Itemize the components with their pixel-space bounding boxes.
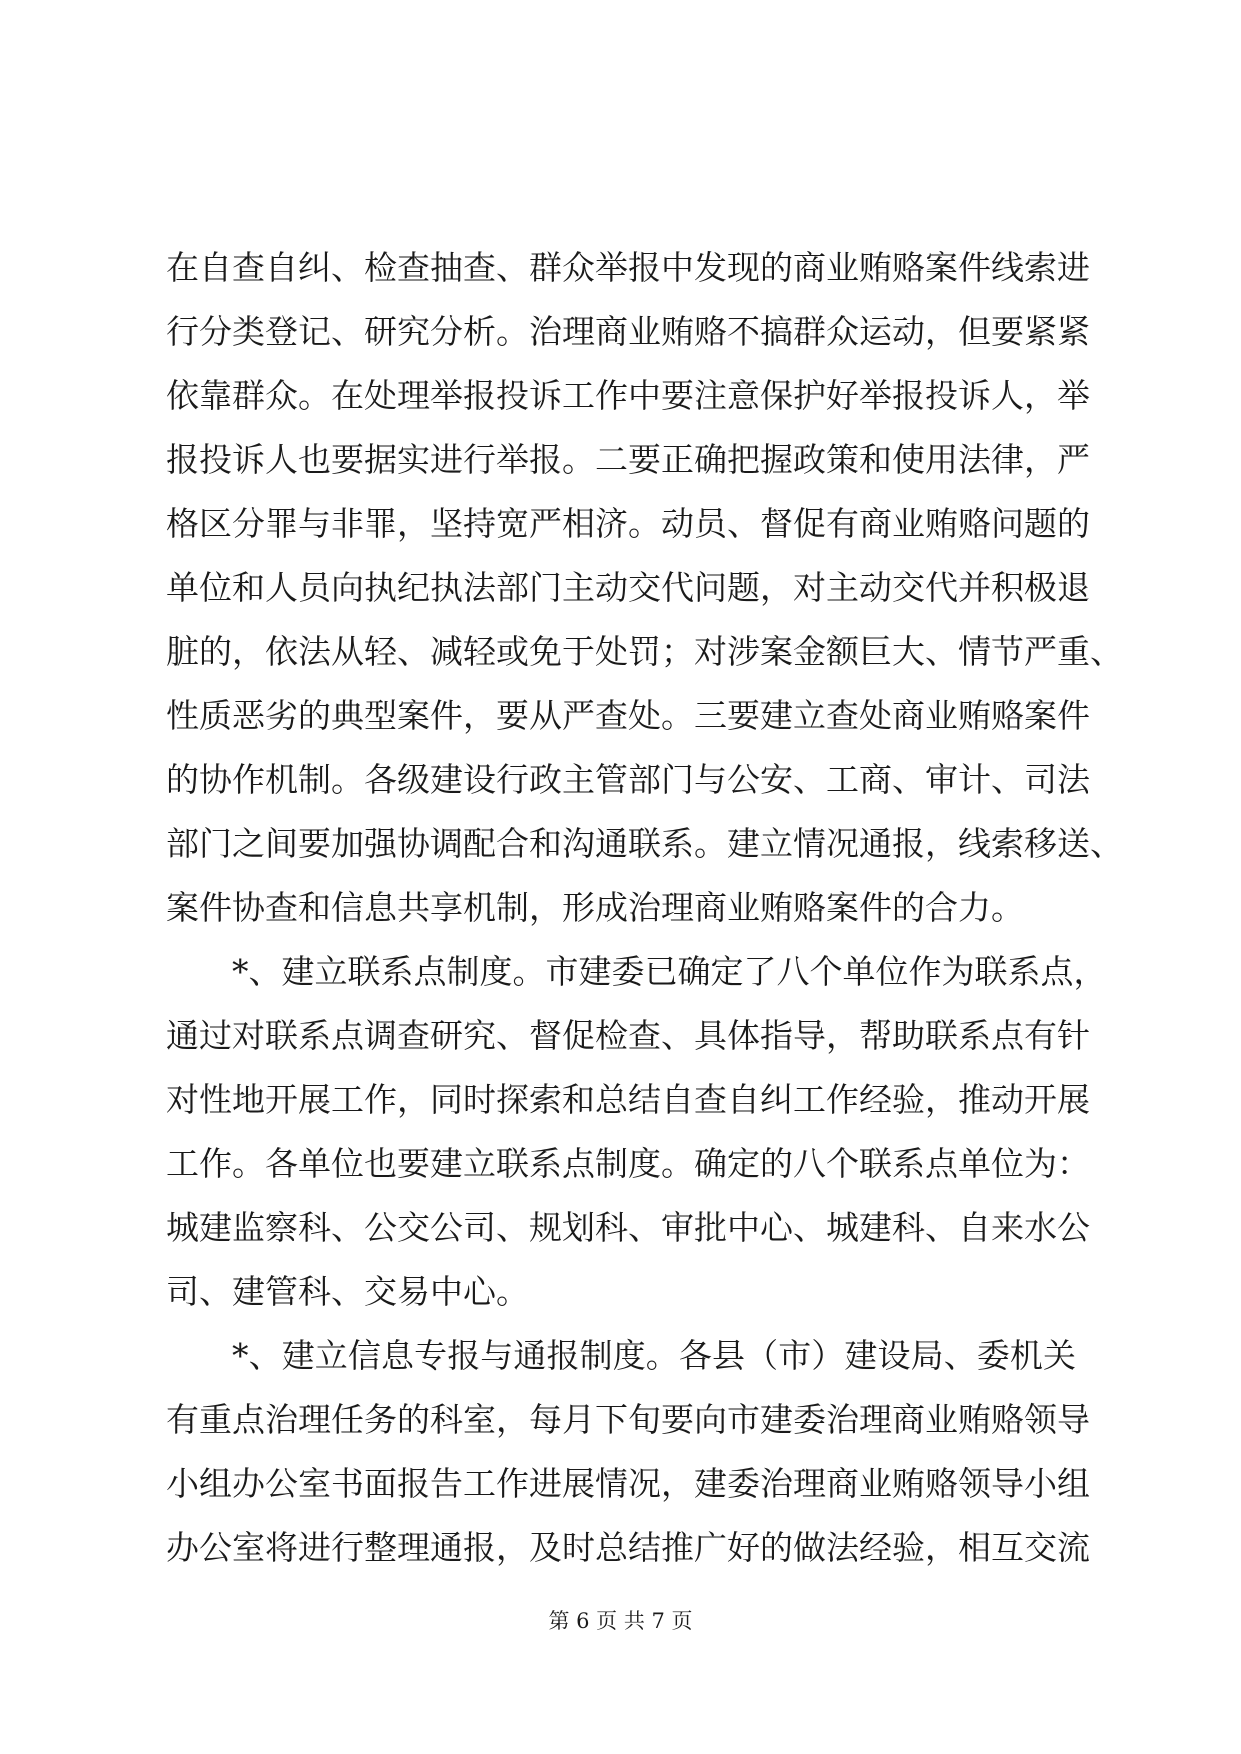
text-line: 工作。各单位也要建立联系点制度。确定的八个联系点单位为：	[166, 1144, 1090, 1183]
text-line: 小组办公室书面报告工作进展情况，建委治理商业贿赂领导小组	[166, 1464, 1090, 1503]
text-line: 司、建管科、交易中心。	[166, 1272, 529, 1311]
text-line: 格区分罪与非罪，坚持宽严相济。动员、督促有商业贿赂问题的	[166, 504, 1090, 543]
text-line: 性质恶劣的典型案件，要从严查处。三要建立查处商业贿赂案件	[166, 696, 1090, 735]
text-line: *、建立信息专报与通报制度。各县（市）建设局、委机关	[232, 1336, 1076, 1375]
text-line: 对性地开展工作，同时探索和总结自查自纠工作经验，推动开展	[166, 1080, 1090, 1119]
text-line: 脏的，依法从轻、减轻或免于处罚；对涉案金额巨大、情节严重、	[166, 632, 1123, 671]
text-line: 部门之间要加强协调配合和沟通联系。建立情况通报，线索移送、	[166, 824, 1123, 863]
text-line: 办公室将进行整理通报，及时总结推广好的做法经验，相互交流	[166, 1528, 1090, 1567]
text-line: 有重点治理任务的科室，每月下旬要向市建委治理商业贿赂领导	[166, 1400, 1090, 1439]
text-line: 案件协查和信息共享机制，形成治理商业贿赂案件的合力。	[166, 888, 1024, 927]
text-line: *、建立联系点制度。市建委已确定了八个单位作为联系点，	[232, 952, 1107, 991]
text-line: 依靠群众。在处理举报投诉工作中要注意保护好举报投诉人，举	[166, 376, 1090, 415]
text-line: 报投诉人也要据实进行举报。二要正确把握政策和使用法律，严	[166, 440, 1090, 479]
page-number-footer: 第 6 页 共 7 页	[548, 1609, 693, 1633]
text-line: 的协作机制。各级建设行政主管部门与公安、工商、审计、司法	[166, 760, 1090, 799]
text-line: 城建监察科、公交公司、规划科、审批中心、城建科、自来水公	[166, 1208, 1090, 1247]
text-line: 在自查自纠、检查抽查、群众举报中发现的商业贿赂案件线索进	[166, 248, 1090, 287]
text-line: 通过对联系点调查研究、督促检查、具体指导，帮助联系点有针	[166, 1016, 1090, 1055]
body-text	[166, 236, 1123, 1580]
text-line: 单位和人员向执纪执法部门主动交代问题，对主动交代并积极退	[166, 568, 1090, 607]
text-line: 行分类登记、研究分析。治理商业贿赂不搞群众运动，但要紧紧	[166, 312, 1090, 351]
